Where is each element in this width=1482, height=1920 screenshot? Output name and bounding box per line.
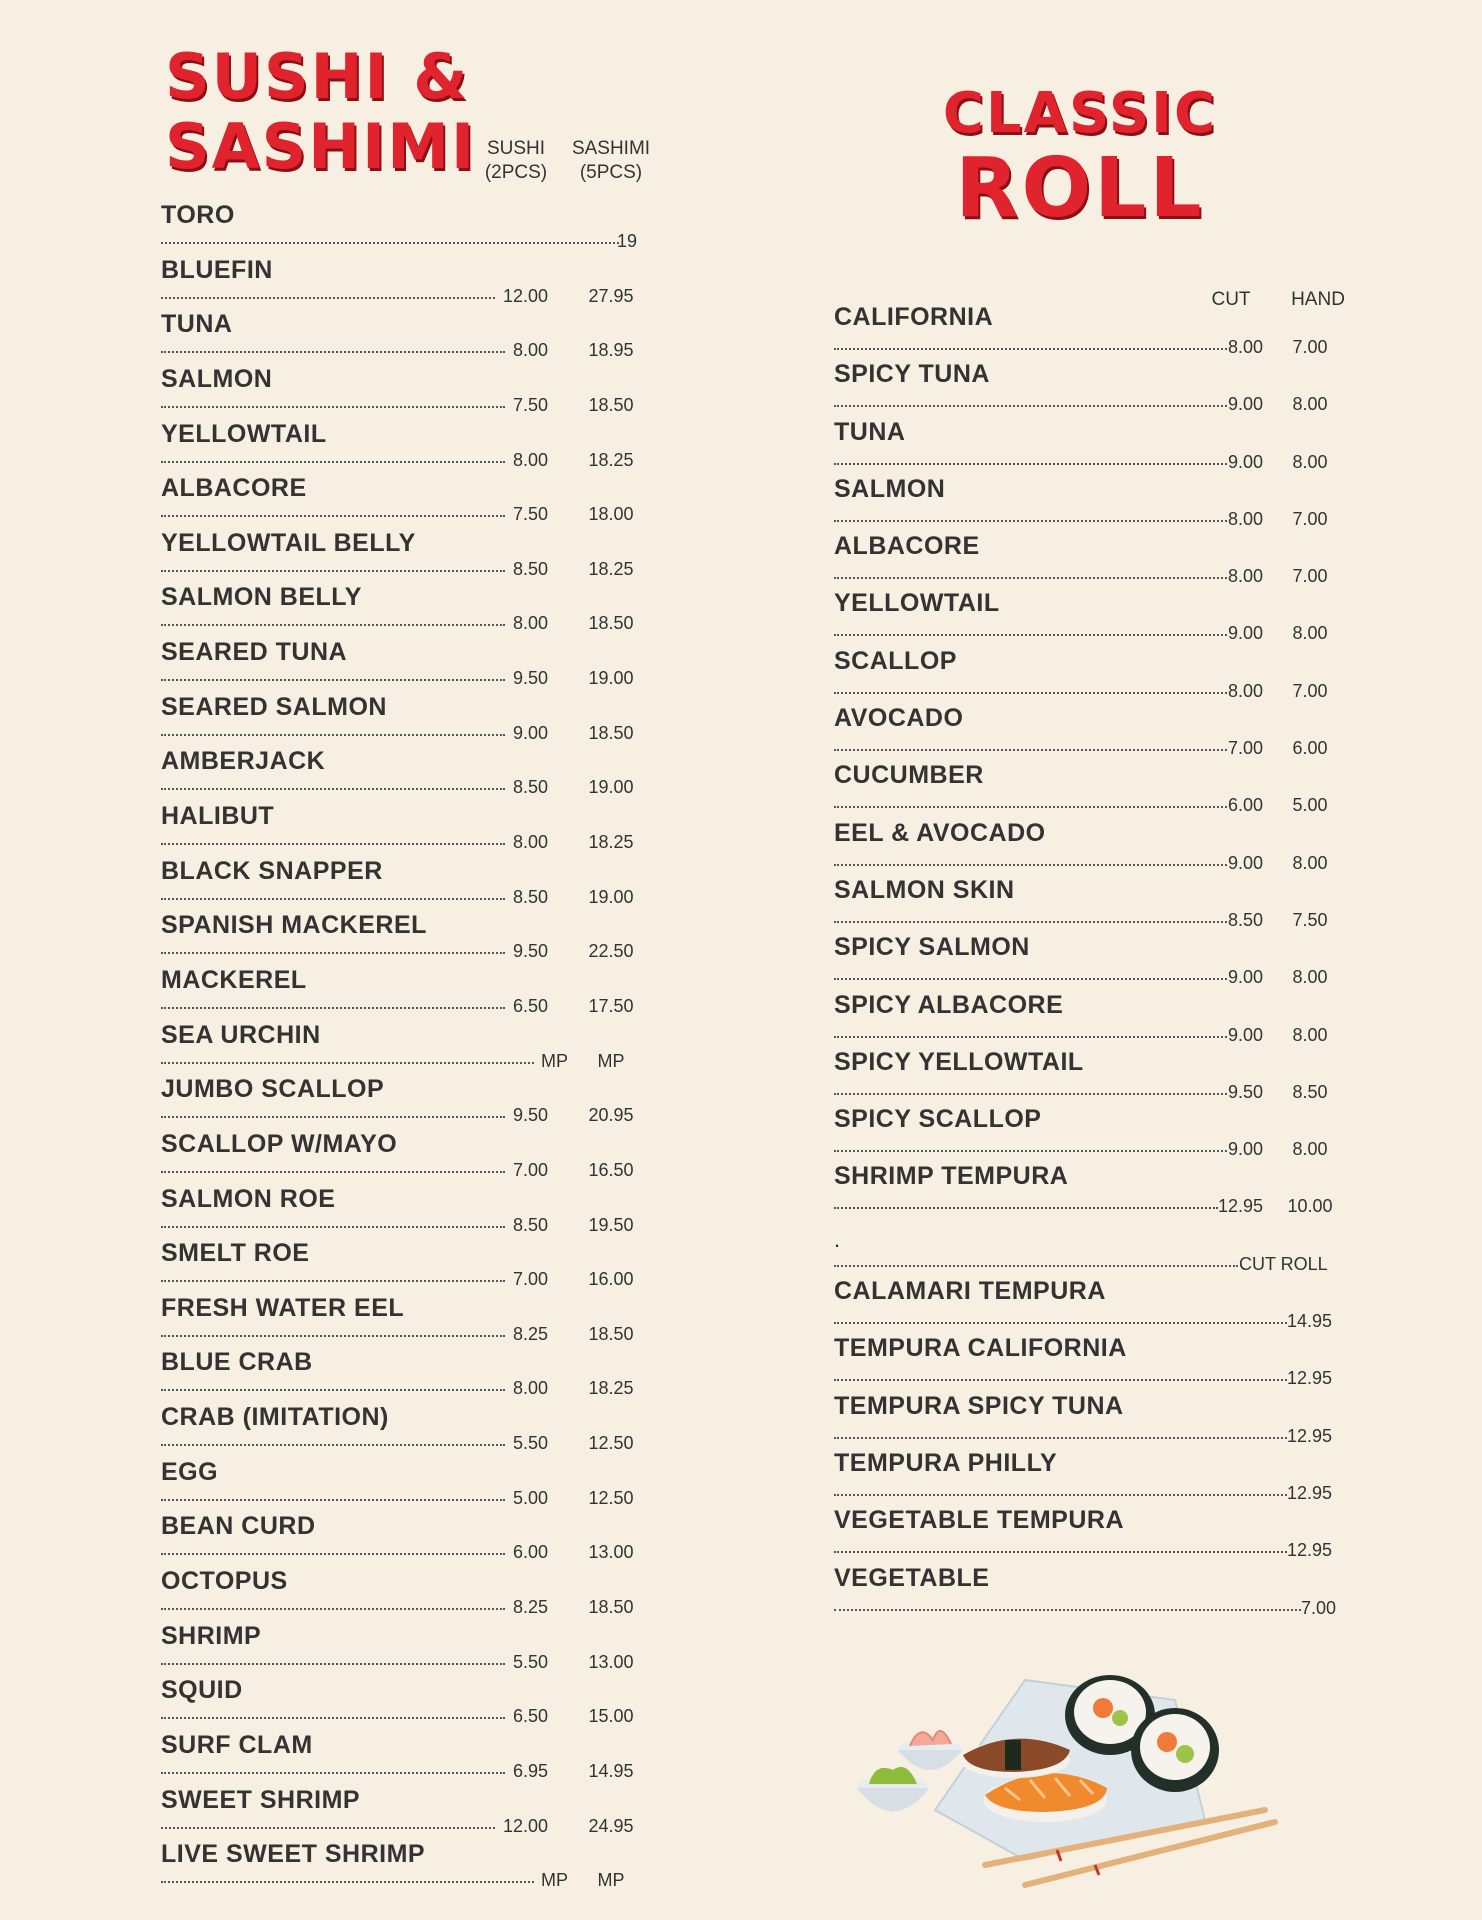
dot-leader	[834, 520, 1227, 522]
sushi-price: 6.50	[512, 995, 548, 1016]
sashimi-price: 18.50	[588, 394, 634, 415]
sashimi-price: 16.00	[588, 1269, 634, 1290]
dot-leader	[834, 405, 1227, 407]
ginger-bowl	[898, 1731, 962, 1770]
sashimi-price: MP	[597, 1870, 625, 1891]
sashimi-price: 12.50	[588, 1433, 634, 1454]
dot-leader	[834, 921, 1227, 923]
hand-price: 8.00	[1292, 1139, 1328, 1160]
dot-leader	[161, 1280, 505, 1282]
menu-item	[161, 254, 661, 309]
sashimi-price: 20.95	[588, 1105, 634, 1126]
sashimi-price: 19.00	[588, 777, 634, 798]
sushi-sashimi-title	[165, 40, 477, 183]
sashimi-price: 18.50	[588, 1323, 634, 1344]
item-name: AMBERJACK	[161, 747, 326, 776]
item-name: SPICY SCALLOP	[834, 1105, 1042, 1134]
dot-leader	[161, 843, 505, 845]
menu-item	[834, 588, 1354, 645]
dot-leader	[834, 1494, 1287, 1496]
item-name: LIVE SWEET SHRIMP	[161, 1840, 426, 1869]
menu-item	[834, 1104, 1354, 1161]
item-name: TEMPURA CALIFORNIA	[834, 1334, 1127, 1363]
sashimi-price: 18.00	[588, 504, 634, 525]
item-name: SALMON	[834, 474, 946, 503]
cut-price: 9.00	[1228, 1139, 1264, 1160]
cut-price: 8.50	[1228, 909, 1264, 930]
sushi-price: 8.50	[512, 777, 548, 798]
item-name: SPICY ALBACORE	[834, 990, 1064, 1019]
dot-leader	[834, 749, 1227, 751]
sashimi-price: 18.50	[588, 722, 634, 743]
item-name: CRAB (IMITATION)	[161, 1403, 389, 1432]
dot-leader	[834, 1265, 1238, 1267]
menu-item	[161, 1183, 661, 1238]
sushi-column-header	[481, 137, 551, 185]
sushi-price: 7.50	[512, 394, 548, 415]
menu-item	[834, 875, 1354, 932]
menu-item	[161, 691, 661, 746]
dot-leader	[161, 624, 505, 626]
title-line-2: SASHIMI	[165, 110, 477, 183]
cut-price: 8.00	[1228, 680, 1264, 701]
menu-item	[161, 308, 661, 363]
menu-item	[161, 1674, 661, 1729]
sushi-price: 12.00	[502, 1815, 548, 1836]
sashimi-col-label: SASHIMI	[571, 138, 651, 159]
hand-price: 7.50	[1292, 909, 1328, 930]
item-name: MACKEREL	[161, 965, 307, 994]
menu-item	[161, 1237, 661, 1292]
item-name: CALIFORNIA	[834, 303, 994, 331]
item-name: TEMPURA SPICY TUNA	[834, 1391, 1124, 1420]
sushi-price: 9.00	[512, 722, 548, 743]
menu-item	[834, 1047, 1354, 1104]
hand-price: 6.00	[1292, 738, 1328, 759]
cut-price: 8.00	[1228, 508, 1264, 529]
sushi-price: 9.50	[512, 941, 548, 962]
sashimi-price: 18.25	[588, 832, 634, 853]
dot-leader	[834, 864, 1227, 866]
dot-leader	[834, 348, 1227, 350]
sushi-price: 8.00	[512, 832, 548, 853]
dot-leader	[161, 1116, 505, 1118]
cut-price: 9.00	[1228, 451, 1264, 472]
menu-item	[834, 531, 1354, 588]
menu-item	[834, 932, 1354, 989]
dot-leader	[161, 406, 505, 408]
menu-item	[834, 1276, 1354, 1333]
item-name: SCALLOP	[834, 646, 957, 675]
dot-leader	[834, 1093, 1227, 1095]
sushi-price: 8.50	[512, 558, 548, 579]
menu-item	[161, 1456, 661, 1511]
menu-item	[834, 703, 1354, 760]
sashimi-price: 27.95	[588, 285, 634, 306]
sushi-price: 8.50	[512, 886, 548, 907]
title-line-1: SUSHI &	[165, 40, 470, 113]
sashimi-price: 12.50	[588, 1487, 634, 1508]
nigiri-eel	[960, 1739, 1070, 1778]
dot-leader	[161, 1827, 495, 1829]
item-name: ALBACORE	[834, 532, 980, 561]
item-name: VEGETABLE TEMPURA	[834, 1506, 1124, 1535]
item-name: SCALLOP W/MAYO	[161, 1129, 398, 1158]
hand-price: 5.00	[1292, 795, 1328, 816]
sashimi-price: 24.95	[588, 1815, 634, 1836]
menu-item	[834, 359, 1354, 416]
dot-leader	[161, 297, 495, 299]
sashimi-price: 19.00	[588, 886, 634, 907]
menu-item	[834, 474, 1354, 531]
cut-roll-price: 14.95	[1287, 1311, 1333, 1332]
cut-price: 9.00	[1228, 1024, 1264, 1045]
item-name: ALBACORE	[161, 474, 307, 503]
dot-leader	[834, 634, 1227, 636]
menu-item	[161, 1620, 661, 1675]
item-name: OCTOPUS	[161, 1567, 288, 1596]
sashimi-price: 13.00	[588, 1542, 634, 1563]
dot-leader	[161, 898, 505, 900]
menu-item	[161, 581, 661, 636]
dot-leader	[834, 692, 1227, 694]
dot-leader	[834, 1437, 1287, 1439]
sashimi-col-pcs: (5PCS)	[579, 162, 643, 183]
dot-leader	[161, 570, 505, 572]
item-name: SEARED TUNA	[161, 638, 348, 667]
menu-item	[161, 1128, 661, 1183]
sushi-price: 8.25	[512, 1597, 548, 1618]
menu-item	[161, 1019, 661, 1074]
sushi-price: 7.00	[512, 1159, 548, 1180]
dot-leader	[161, 351, 505, 353]
cut-price: 9.00	[1228, 623, 1264, 644]
item-name: TEMPURA PHILLY	[834, 1448, 1058, 1477]
dot-leader	[161, 242, 619, 244]
menu-item	[161, 527, 661, 582]
cut-price: 9.00	[1228, 967, 1264, 988]
dot-leader	[161, 734, 505, 736]
sashimi-price: 18.50	[588, 1597, 634, 1618]
maki-roll-2	[1131, 1708, 1219, 1792]
dot-leader	[161, 1499, 505, 1501]
cut-roll-price: 7.00	[1301, 1597, 1337, 1618]
menu-item	[161, 1073, 661, 1128]
dot-leader	[161, 952, 505, 954]
dot-leader	[834, 1036, 1227, 1038]
dot-leader	[834, 463, 1227, 465]
sushi-price: 12.00	[502, 285, 548, 306]
sushi-price: MP	[541, 1050, 568, 1071]
hand-price: 7.00	[1292, 566, 1328, 587]
item-name: TORO	[161, 201, 235, 229]
menu-item	[161, 636, 661, 691]
item-name: TUNA	[834, 417, 906, 446]
item-name: SPICY YELLOWTAIL	[834, 1047, 1084, 1076]
divider-dot: .	[834, 1226, 841, 1252]
dot-leader	[161, 1772, 505, 1774]
item-name: SALMON SKIN	[834, 875, 1015, 904]
sushi-price: 5.50	[512, 1651, 548, 1672]
item-name: JUMBO SCALLOP	[161, 1075, 385, 1104]
dot-leader	[161, 1444, 505, 1446]
item-name: SPICY SALMON	[834, 933, 1030, 962]
sushi-price: 9.50	[512, 668, 548, 689]
sushi-price: 6.00	[512, 1542, 548, 1563]
item-name: SPICY TUNA	[834, 360, 990, 389]
cut-roll-price: 12.95	[1287, 1425, 1333, 1446]
item-name: BEAN CURD	[161, 1512, 316, 1541]
menu-item	[834, 1505, 1354, 1562]
hand-price: 7.00	[1292, 680, 1328, 701]
dot-leader	[161, 1389, 505, 1391]
sushi-price: 8.25	[512, 1323, 548, 1344]
sushi-price: 8.00	[512, 340, 548, 361]
menu-item	[834, 818, 1354, 875]
item-name: SMELT ROE	[161, 1239, 310, 1268]
item-name: SEARED SALMON	[161, 692, 387, 721]
hand-price: 8.00	[1292, 623, 1328, 644]
item-name: BLACK SNAPPER	[161, 856, 383, 885]
sushi-price: 8.00	[512, 449, 548, 470]
dot-leader	[834, 1207, 1218, 1209]
item-name: AVOCADO	[834, 704, 964, 733]
dot-leader	[834, 806, 1227, 808]
dot-leader	[161, 788, 505, 790]
dot-leader	[834, 1551, 1287, 1553]
sashimi-price: 19.00	[588, 668, 634, 689]
menu-item	[161, 1784, 661, 1839]
menu-item	[161, 1292, 661, 1347]
dot-leader	[161, 1062, 534, 1064]
sashimi-price: 17.50	[588, 995, 634, 1016]
cut-roll-price: 12.95	[1287, 1540, 1333, 1561]
item-name: SHRIMP TEMPURA	[834, 1162, 1069, 1191]
cut-price: 9.50	[1228, 1081, 1264, 1102]
sushi-price: 7.00	[512, 1269, 548, 1290]
menu-item	[161, 964, 661, 1019]
item-name: SWEET SHRIMP	[161, 1785, 361, 1814]
item-name: SALMON	[161, 364, 273, 393]
sashimi-price: 16.50	[588, 1159, 634, 1180]
classic-roll-list	[834, 302, 1354, 1620]
menu-item	[161, 1565, 661, 1620]
menu-item	[834, 1333, 1354, 1390]
dot-leader	[834, 1379, 1287, 1381]
wasabi-bowl	[857, 1767, 929, 1811]
menu-item	[161, 418, 661, 473]
hand-price: 8.00	[1292, 967, 1328, 988]
menu-item	[161, 1401, 661, 1456]
hand-price: 8.00	[1292, 1024, 1328, 1045]
cut-price: 8.00	[1228, 566, 1264, 587]
menu-item	[161, 1510, 661, 1565]
item-name: SURF CLAM	[161, 1730, 313, 1759]
sushi-price: 8.00	[512, 613, 548, 634]
cut-price: 9.00	[1228, 852, 1264, 873]
sashimi-price: 14.95	[588, 1760, 634, 1781]
cut-roll-price: 12.95	[1287, 1482, 1333, 1503]
menu-item	[834, 302, 1354, 359]
sushi-price: 5.50	[512, 1433, 548, 1454]
sushi-price: MP	[541, 1870, 568, 1891]
dot-leader	[834, 577, 1227, 579]
dot-leader	[161, 461, 505, 463]
menu-item	[161, 855, 661, 910]
item-name: BLUE CRAB	[161, 1348, 313, 1377]
cut-price: 7.00	[1228, 738, 1264, 759]
dot-leader	[161, 1717, 505, 1719]
sushi-price: 6.50	[512, 1706, 548, 1727]
dot-leader	[161, 515, 505, 517]
item-name: CALAMARI TEMPURA	[834, 1277, 1106, 1306]
cut-roll-price: 12.95	[1287, 1368, 1333, 1389]
sashimi-price: 18.95	[588, 340, 634, 361]
menu-item	[161, 745, 661, 800]
menu-item	[161, 199, 661, 254]
menu-item	[161, 363, 661, 418]
sushi-price: 8.50	[512, 1214, 548, 1235]
hand-price: 7.00	[1292, 508, 1328, 529]
dot-leader	[161, 1663, 505, 1665]
item-name: HALIBUT	[161, 802, 275, 831]
sashimi-column-header	[566, 137, 656, 185]
sashimi-price: 22.50	[588, 941, 634, 962]
cut-roll-label: CUT ROLL	[1239, 1253, 1328, 1274]
item-name: CUCUMBER	[834, 761, 984, 790]
item-name: VEGETABLE	[834, 1563, 990, 1592]
dot-leader	[161, 1226, 505, 1228]
menu-item	[834, 1391, 1354, 1448]
menu-item	[834, 1161, 1354, 1218]
sushi-platter-illustration	[845, 1660, 1285, 1900]
hand-column-header: HAND	[1291, 289, 1345, 310]
dot-leader	[161, 1553, 505, 1555]
item-name: SPANISH MACKEREL	[161, 911, 427, 940]
dot-leader	[161, 1007, 505, 1009]
title-line-2: ROLL	[955, 141, 1205, 236]
sashimi-price: 19.50	[588, 1214, 634, 1235]
cut-roll-divider	[834, 1219, 1354, 1276]
menu-item	[161, 1838, 661, 1893]
dot-leader	[834, 1609, 1301, 1611]
sushi-price: 6.95	[512, 1760, 548, 1781]
item-name: TUNA	[161, 310, 233, 339]
title-line-1: CLASSIC	[942, 81, 1218, 146]
cut-price: 12.95	[1218, 1196, 1264, 1217]
menu-item	[834, 1448, 1354, 1505]
sushi-sashimi-list	[161, 199, 661, 1893]
menu-item	[161, 909, 661, 964]
menu-item	[834, 417, 1354, 474]
item-name: SALMON BELLY	[161, 583, 362, 612]
sashimi-price: 18.25	[588, 449, 634, 470]
dot-leader	[161, 1608, 505, 1610]
sushi-col-pcs: (2PCS)	[484, 162, 548, 183]
cut-column-header: CUT	[1211, 289, 1251, 310]
hand-price: 10.00	[1287, 1196, 1333, 1217]
item-name: YELLOWTAIL	[834, 589, 1000, 618]
item-name: EGG	[161, 1457, 219, 1486]
item-name: BLUEFIN	[161, 255, 273, 284]
cut-price: 8.00	[1228, 337, 1264, 357]
menu-item	[161, 472, 661, 527]
item-name: YELLOWTAIL	[161, 419, 327, 448]
item-name: FRESH WATER EEL	[161, 1293, 405, 1322]
sashimi-price: 18.25	[588, 558, 634, 579]
menu-item	[834, 760, 1354, 817]
cut-price: 6.00	[1228, 795, 1264, 816]
sushi-price: 5.00	[512, 1487, 548, 1508]
dot-leader	[834, 1322, 1287, 1324]
menu-item	[161, 800, 661, 855]
item-name: SEA URCHIN	[161, 1020, 321, 1049]
dot-leader	[161, 679, 505, 681]
sushi-price: 8.00	[512, 1378, 548, 1399]
item-name: SALMON ROE	[161, 1184, 336, 1213]
sushi-price: 7.50	[512, 504, 548, 525]
item-name: YELLOWTAIL BELLY	[161, 528, 416, 557]
menu-item	[834, 646, 1354, 703]
sashimi-price: 18.50	[588, 613, 634, 634]
sashimi-price: 15.00	[588, 1706, 634, 1727]
hand-price: 7.00	[1292, 337, 1328, 357]
hand-price: 8.00	[1292, 451, 1328, 472]
dot-leader	[161, 1335, 505, 1337]
menu-item	[161, 1729, 661, 1784]
menu-item	[834, 990, 1354, 1047]
cut-price: 9.00	[1228, 394, 1264, 415]
sushi-col-label: SUSHI	[486, 138, 546, 159]
menu-item	[834, 1563, 1354, 1620]
hand-price: 8.50	[1292, 1081, 1328, 1102]
sashimi-price: 18.25	[588, 1378, 634, 1399]
sashimi-price: 13.00	[588, 1651, 634, 1672]
hand-price: 8.00	[1292, 852, 1328, 873]
dot-leader	[161, 1171, 505, 1173]
dot-leader	[161, 1881, 534, 1883]
dot-leader	[834, 978, 1227, 980]
sashimi-price: 19	[617, 231, 638, 251]
classic-roll-title	[920, 81, 1240, 236]
sashimi-price: MP	[597, 1050, 625, 1071]
hand-price: 8.00	[1292, 394, 1328, 415]
menu-item	[161, 1346, 661, 1401]
sushi-price: 9.50	[512, 1105, 548, 1126]
dot-leader	[834, 1150, 1227, 1152]
item-name: SQUID	[161, 1676, 243, 1705]
item-name: SHRIMP	[161, 1621, 262, 1650]
item-name: EEL & AVOCADO	[834, 818, 1046, 847]
